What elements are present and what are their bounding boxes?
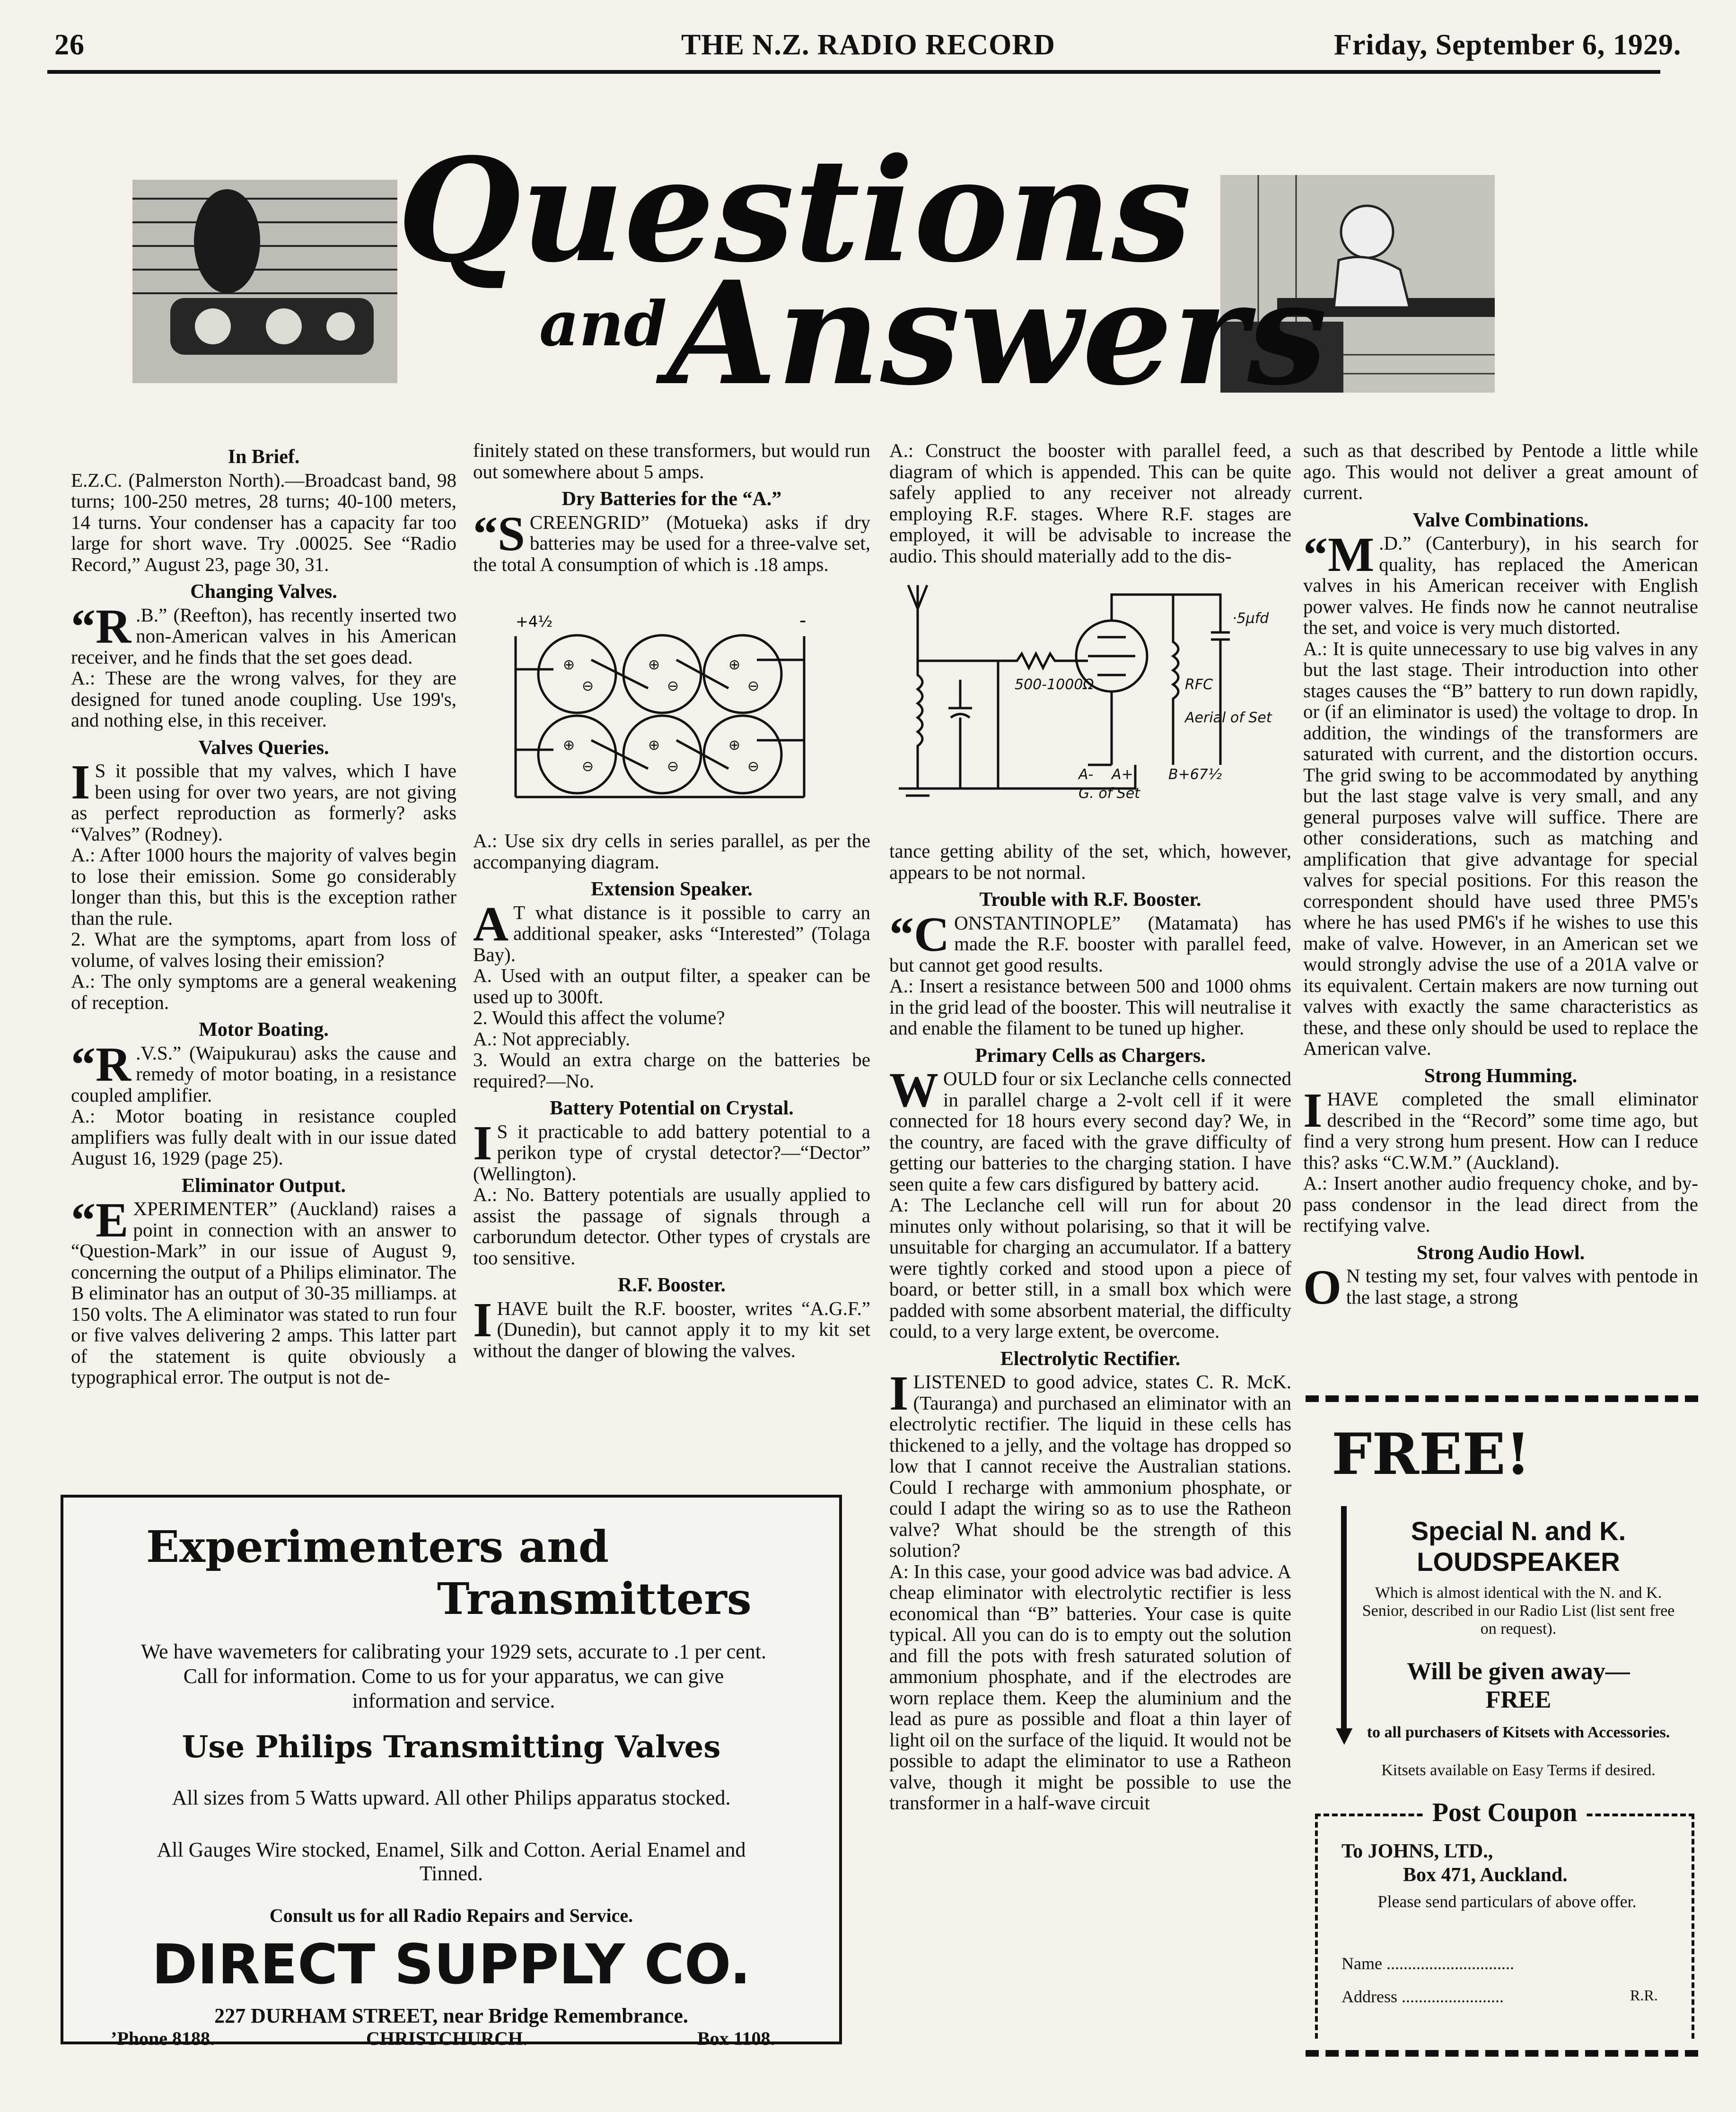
battery-potential-answer: A.: No. Battery potentials are usually applied to assist the passage of signals through a carborundum detector. Other types of crystals are too sensitive. (473, 1183, 870, 1269)
svg-text:⊖: ⊖ (667, 758, 679, 775)
drop-cap: I (71, 755, 90, 809)
coupon-box: Box 471, Auckland. (1403, 1864, 1568, 1886)
page-number: 26 (54, 29, 85, 61)
heading-rf-booster: R.F. Booster. (618, 1274, 726, 1296)
drop-cap: W (889, 1063, 938, 1117)
valve-combinations-answer: A.: It is quite unnecessary to use big valves in any but the last stage. Their introduction into other stages causes the “B” battery to run down rapidly, or (if an eliminator is used) the voltage to drop. In addition, the windings of the transformers are saturated with current, and the distortion occurs. The grid swing to be accommodated by anything but the last stage valve is very small, and any general purposes valve will suffice. There are other considerations, such as matching and amplification that give advantage for special valves for special positions. For this reason the correspondent should have used three PM5's where he has used PM6's if he wishes to use this make of valve. However, in an American set we would strongly advise the use of a 201A valve or its equivalent. Certain makers are now turning out valves with exactly the same characteristics as these, and these only should be used to replace the American valve. (1303, 637, 1698, 1059)
free-give-line-2: FREE (1485, 1686, 1552, 1713)
drop-cap: “E (71, 1193, 129, 1247)
free-description: Which is almost identical with the N. and K. Senior, described in our Radio List (list sent free on request). (1362, 1584, 1675, 1638)
col4-continuation: such as that described by Pentode a little while ago. This would not deliver a great amount of current. (1303, 439, 1698, 503)
coupon-address-field[interactable]: Address ........................ (1341, 1987, 1504, 2006)
heading-extension-speaker: Extension Speaker. (591, 878, 753, 900)
ad-company-name: DIRECT SUPPLY CO. (152, 1933, 751, 1997)
questions-answers-banner (132, 118, 1495, 421)
heading-electrolytic-rectifier: Electrolytic Rectifier. (1000, 1348, 1181, 1370)
drop-cap: “R (71, 599, 132, 654)
coupon-name-field[interactable]: Name .............................. (1341, 1954, 1514, 1973)
direct-supply-advertisement (61, 1495, 842, 2049)
svg-text:⊖: ⊖ (582, 758, 594, 775)
header-rule (47, 70, 1660, 74)
valves-queries-question: S it possible that my valves, which I have been using for over two years, are not giving as perfect reproduction as formerly? asks “Valves” (Rodney). (71, 760, 456, 845)
heading-changing-valves: Changing Valves. (190, 581, 337, 603)
dry-batteries-answer: A.: Use six dry cells in series parallel, as per the accompanying diagram. (473, 830, 870, 873)
free-loudspeaker-advertisement (1306, 1395, 1698, 2057)
column-4 (1303, 439, 1698, 1315)
battery-diagram (473, 575, 870, 830)
drop-cap: “S (473, 506, 525, 561)
changing-valves-question: .B.” (Reefton), has recently inserted two non-American valves in his American receiver, and he finds that the set goes dead. (71, 604, 456, 668)
diagram-minus-label: - (799, 610, 807, 631)
svg-text:⊖: ⊖ (747, 678, 760, 694)
arrow-down-icon: ▼ (1330, 1719, 1359, 1751)
ad-box: Box 1108. (697, 2028, 775, 2049)
coupon-title: Post Coupon (1423, 1798, 1587, 1827)
ad-heading-1: Experimenters and (146, 1521, 609, 1572)
ad-city: CHRISTCHURCH. (366, 2028, 528, 2049)
ad-heading-2: Transmitters (437, 1573, 752, 1624)
svg-text:⊖: ⊖ (582, 678, 594, 694)
heading-in-brief: In Brief. (228, 446, 300, 468)
column-1 (71, 440, 456, 1388)
primary-cells-answer: A: The Leclanche cell will run for about 20 minutes only without polarising, so that it will be unsuitable for charging an accumulator. If a battery were tightly corked and stood upon a piece of board, or better still, in a small box which were padded with some absorbent material, the difficulty could, to a very large extent, be overcome. (889, 1194, 1291, 1342)
ad-subheading: Use Philips Transmitting Valves (182, 1729, 721, 1765)
heading-battery-potential: Battery Potential on Crystal. (550, 1097, 794, 1119)
banner-title-answers: Answers (667, 250, 1327, 417)
valves-queries-answer-2: A.: The only symptoms are a general weakening of reception. (71, 970, 456, 1013)
strong-audio-howl-question: N testing my set, four valves with pentode in the last stage, a strong (1346, 1265, 1698, 1308)
extension-speaker-question: T what distance is it possible to carry an additional speaker, asks “Interested” (Tolaga Bay). (473, 901, 870, 965)
column-2 (473, 440, 870, 1361)
coupon-rr: R.R. (1630, 1987, 1658, 2004)
drop-cap: “M (1303, 527, 1375, 582)
banner-title-questions: Questions (397, 127, 1192, 294)
free-product-line-1: Special N. and K. (1411, 1516, 1626, 1546)
ad-address: 227 DURHAM STREET, near Bridge Remembrance. (214, 2004, 688, 2027)
valves-queries-question-2: 2. What are the symptoms, apart from loss of volume, of valves losing their emission? (71, 928, 456, 971)
svg-text:⊕: ⊕ (648, 737, 660, 754)
circuit-bplus-label: B+67½ (1168, 766, 1222, 783)
heading-eliminator-output: Eliminator Output. (182, 1174, 346, 1197)
circuit-rfc-label: RFC (1185, 676, 1213, 693)
drop-cap: I (889, 1366, 909, 1420)
rf-booster-answer-cont: tance getting ability of the set, which, however, appears to be not normal. (889, 840, 1291, 883)
free-give-line-1: Will be given away— (1407, 1658, 1630, 1685)
drop-cap: “R (71, 1037, 132, 1092)
arrow-shaft (1341, 1506, 1347, 1728)
extension-speaker-answer-2: A.: Not appreciably. (473, 1027, 631, 1050)
banner-title-and: and (539, 288, 667, 360)
booster-circuit-diagram (889, 566, 1291, 841)
valve-combinations-question: .D.” (Canterbury), in his search for quality, has replaced the American valves in his American receiver with English power valves. He finds now he cannot neutralise the set, and voice is very much distorted. (1303, 532, 1698, 638)
free-purchasers: to all purchasers of Kitsets with Accessories. (1367, 1724, 1670, 1741)
paper-title: THE N.Z. RADIO RECORD (681, 29, 1055, 61)
extension-speaker-question-3: 3. Would an extra charge on the batteries be required?—No. (473, 1049, 870, 1092)
svg-text:⊖: ⊖ (667, 678, 679, 694)
heading-primary-cells: Primary Cells as Chargers. (975, 1044, 1206, 1067)
free-terms: Kitsets available on Easy Terms if desired. (1381, 1761, 1656, 1779)
ad-consult: Consult us for all Radio Repairs and Service. (269, 1905, 633, 1926)
ad-phone: ’Phone 8188. (111, 2028, 215, 2049)
radio-operator-illustration (132, 180, 397, 383)
svg-text:⊕: ⊕ (728, 737, 741, 754)
rf-booster-answer: A.: Construct the booster with parallel feed, a diagram of which is appended. This can be quite safely applied to any receiver not already employing R.F. stages. Where R.F. stages are employed, it will be advisable to increase the audio. This should materially add to the dis- (889, 439, 1291, 567)
svg-text:⊕: ⊕ (648, 657, 660, 673)
valves-queries-answer-1: A.: After 1000 hours the majority of valves begin to lose their emission. Some go considerably longer than this, but this is the exception rather than the rule. (71, 844, 456, 929)
heading-trouble-rf-booster: Trouble with R.F. Booster. (979, 889, 1201, 911)
heading-strong-audio-howl: Strong Audio Howl. (1416, 1242, 1585, 1264)
free-product-line-2: LOUDSPEAKER (1417, 1547, 1620, 1577)
drop-cap: O (1303, 1260, 1341, 1315)
circuit-aminus-label: A- (1078, 766, 1094, 783)
ad-line-1: All sizes from 5 Watts upward. All other Philips apparatus stocked. (172, 1786, 731, 1809)
rf-booster-question: HAVE built the R.F. booster, writes “A.G.F.” (Dunedin), but cannot apply it to my kit set without the danger of blowing the valves. (473, 1297, 870, 1361)
col2-continuation: finitely stated on these transformers, but would run out somewhere about 5 amps. (473, 439, 870, 482)
in-brief-body: E.Z.C. (Palmerston North).—Broadcast band, 98 turns; 100-250 metres, 28 turns; 40-100 meters, 14 turns. Your condenser has a capacity far too large for short wave. Try .00025. See “Radio Record,” August 23, page 30, 31. (71, 469, 456, 575)
motor-boating-answer: A.: Motor boating in resistance coupled amplifiers was fully dealt with in our issue dated August 16, 1929 (page 25). (71, 1105, 456, 1169)
heading-valve-combinations: Valve Combinations. (1412, 509, 1589, 531)
circuit-resistor-label: 500-1000Ω (1015, 676, 1094, 693)
drop-cap: I (1303, 1083, 1323, 1138)
circuit-aerial-label: Aerial of Set (1185, 710, 1272, 726)
electrolytic-rectifier-question: LISTENED to good advice, states C. R. McK. (Tauranga) and purchased an eliminator with an electrolytic rectifier. The liquid in these cells has thickened to a jelly, and the voltage has dropped so low that I cannot receive the Australian stations. Could I recharge with ammonium phosphate, or could I adapt the wiring so as to use the Ratheon valve? What should be the strength of this solution? (889, 1371, 1291, 1561)
strong-humming-answer: A.: Insert another audio frequency choke, and by-pass condensor in the lead direct from the rectifying valve. (1303, 1172, 1698, 1236)
svg-text:⊕: ⊕ (563, 737, 575, 754)
svg-text:⊕: ⊕ (563, 657, 575, 673)
heading-valves-queries: Valves Queries. (198, 736, 329, 759)
circuit-gset-label: G. of Set (1078, 785, 1140, 802)
svg-text:⊕: ⊕ (728, 657, 741, 673)
circuit-aplus-label: A+ (1112, 766, 1133, 783)
diagram-plus-label: +4½ (516, 613, 553, 631)
circuit-cap-label: ·5μfd (1232, 610, 1269, 627)
drop-cap: I (473, 1292, 492, 1347)
post-coupon[interactable] (1315, 1798, 1694, 2039)
dry-batteries-question: CREENGRID” (Motueka) asks if dry batteries may be used for a three-valve set, the total A consumption of which is .18 amps. (473, 511, 870, 575)
svg-text:⊖: ⊖ (747, 758, 760, 775)
eliminator-output-body: XPERIMENTER” (Auckland) raises a point in connection with an answer to “Question-Mark” in our issue of August 9, concerning the output of a Philips eliminator. The B eliminator has an output of 30-35 milliamps. at 150 volts. The A eliminator was stated to run four or five valves delivering 2 amps. This latter part of the statement is quite obviously a typographical error. The output is not de- (71, 1198, 456, 1388)
free-headline: FREE! (1332, 1421, 1531, 1488)
motor-boating-question: .V.S.” (Waipukurau) asks the cause and remedy of motor boating, in a resistance coupled amplifier. (71, 1042, 456, 1106)
heading-motor-boating: Motor Boating. (199, 1019, 329, 1041)
trouble-rf-booster-question: ONSTANTINOPLE” (Matamata) has made the R.F. booster with parallel feed, but cannot get good results. (889, 911, 1291, 976)
ad-line-2: All Gauges Wire stocked, Enamel, Silk and Cotton. Aerial Enamel and Tinned. (157, 1838, 746, 1885)
issue-date: Friday, September 6, 1929. (1334, 29, 1682, 61)
ad-intro: We have wavemeters for calibrating your 1929 sets, accurate to .1 per cent. Call for information. Come to us for your apparatus, we can give information and service. (140, 1640, 767, 1712)
heading-dry-batteries: Dry Batteries for the “A.” (561, 488, 782, 510)
drop-cap: “C (889, 907, 950, 962)
primary-cells-question: OULD four or six Leclanche cells connected in parallel charge a 2-volt cell if it were connected for 18 hours every second day? We, in the country, are faced with the grave difficulty of getting our batteries to the charging station. I have seen quite a few cars disfigured by battery acid. (889, 1068, 1291, 1195)
trouble-rf-booster-answer: A.: Insert a resistance between 500 and 1000 ohms in the grid lead of the booster. This will neutralise it and enable the filament to be tuned up higher. (889, 975, 1291, 1039)
drop-cap: I (473, 1115, 492, 1170)
strong-humming-question: HAVE completed the small eliminator described in the “Record” some time ago, but find a very strong hum present. How can I reduce this? asks “C.W.M.” (Auckland). (1303, 1088, 1698, 1173)
banner-illustration (132, 118, 1495, 421)
drop-cap: A (473, 896, 509, 951)
extension-speaker-answer-1: A. Used with an output filter, a speaker can be used up to 300ft. (473, 964, 870, 1008)
changing-valves-answer: A.: These are the wrong valves, for they are designed for tuned anode coupling. Use 199's, and nothing else, in this receiver. (71, 667, 456, 731)
electrolytic-rectifier-answer: A: In this case, your good advice was bad advice. A cheap eliminator with electrolytic rectifier is less economical than “B” batteries. Your case is quite typical. All you can do is to empty out the solution and fill the pots with fresh saturated solution of ammonium phosphate, and if the electrodes are worn replace them. Keep the aluminium and the lead as pure as possible and float a thin layer of light oil on the surface of the liquid. It would not be possible to adapt the eliminator to use a Ratheon valve, though it might be possible to use the transformer in a half-wave circuit (889, 1560, 1291, 1814)
extension-speaker-question-2: 2. Would this affect the volume? (473, 1007, 725, 1028)
column-3 (889, 440, 1291, 1814)
coupon-please: Please send particulars of above offer. (1377, 1892, 1637, 1911)
battery-potential-question: S it practicable to add battery potential to a perikon type of crystal detector?—“Dector” (Wellington). (473, 1120, 870, 1184)
coupon-to: To JOHNS, LTD., (1341, 1840, 1493, 1862)
heading-strong-humming: Strong Humming. (1424, 1065, 1578, 1087)
